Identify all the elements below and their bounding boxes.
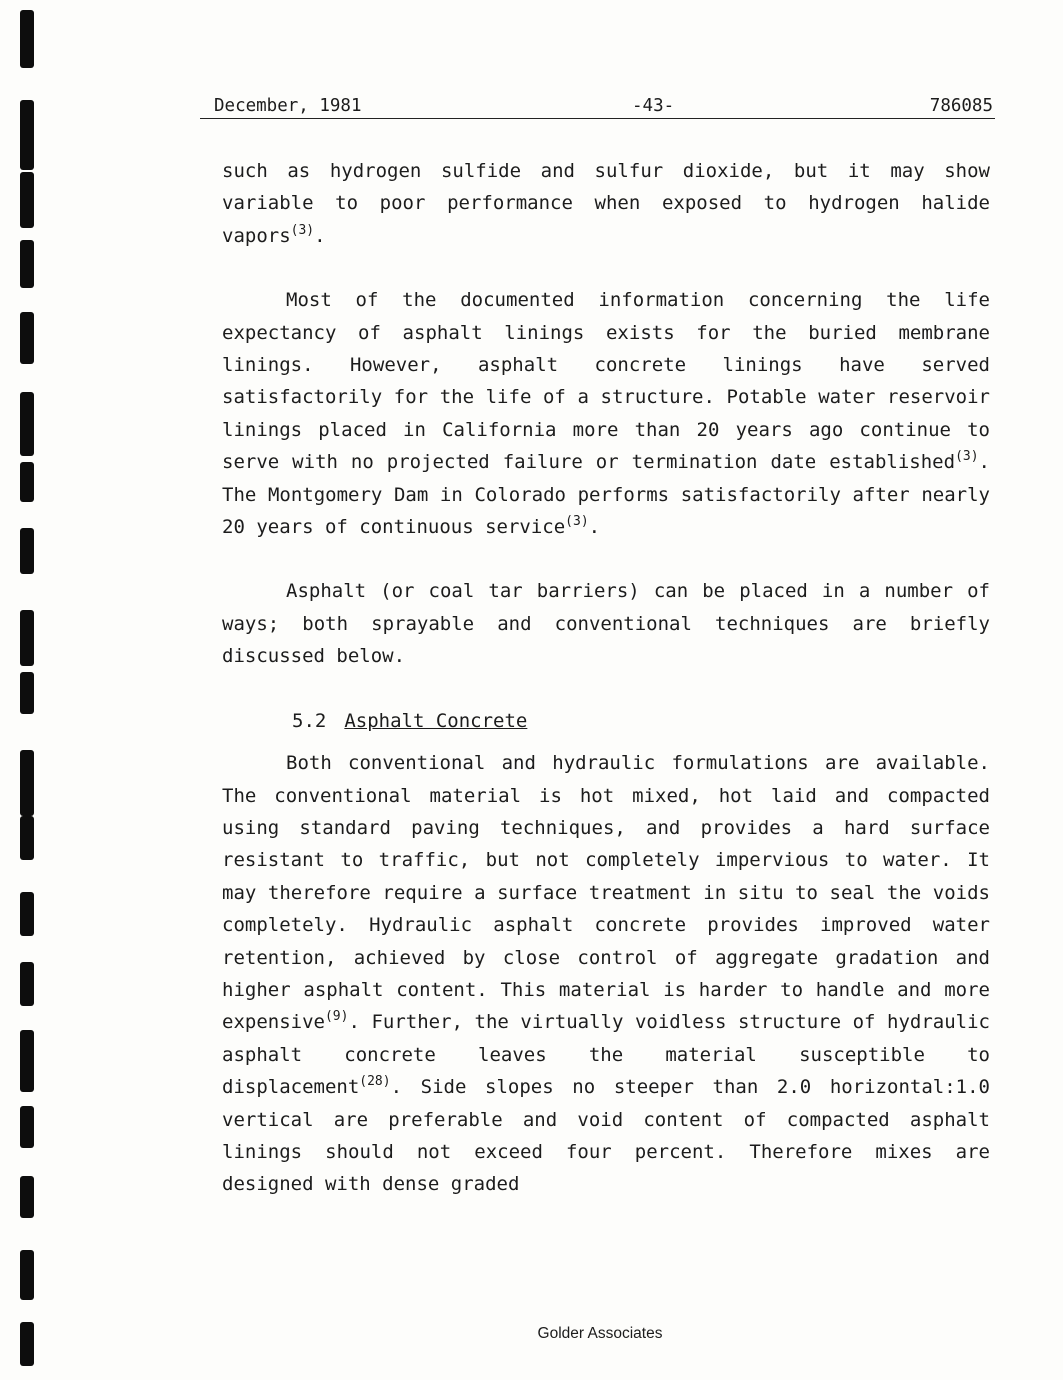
- paragraph-4: [222, 747, 990, 1201]
- paragraph-2-text-c: .: [588, 516, 601, 539]
- section-heading: [222, 705, 990, 737]
- paragraph-3-text: Asphalt (or coal tar barriers) can be placed in a number of ways; both sprayable and conventional techniques are briefly discussed below.: [222, 580, 990, 668]
- citation-ref: (3): [565, 514, 589, 530]
- header-document-number: 786085: [929, 96, 993, 116]
- paragraph-2-text-a: Most of the documented information concerning the life expectancy of asphalt linings exists for the buried membrane linings. However, asphalt concrete linings have served satisfactorily for the life of a structure. Potable water reservoir linings placed in California more than 20 years ago continue to serve with no projected failure or termination date established: [222, 289, 990, 474]
- paragraph-4-text-c: . Side slopes no steeper than 2.0 horizontal:1.0 vertical are preferable and void content of compacted asphalt linings should not exceed four percent. Therefore mixes are designed with dense graded: [222, 1076, 990, 1196]
- paragraph-1-text: such as hydrogen sulfide and sulfur dioxide, but it may show variable to poor performance when exposed to hydrogen halide vapors: [222, 160, 990, 247]
- paragraph-3: [222, 575, 990, 672]
- citation-ref: (9): [324, 1009, 349, 1025]
- binder-hole-marks: [20, 0, 40, 1380]
- paragraph-2-text-b: . The Montgomery Dam in Colorado performs satisfactorily after nearly 20 years of continuous service: [222, 451, 990, 539]
- header-page-number: -43-: [632, 96, 675, 116]
- paragraph-4-text-a: Both conventional and hydraulic formulations are available. The conventional material is hot mixed, hot laid and compacted using standard paving techniques, and provides a hard surface resistant to traffic, but not completely impervious to water. It may therefore require a surface treatment in situ to seal the voids completely. Hydraulic asphalt concrete provides improved water retention, achieved by close control of aggregate gradation and higher asphalt content. This material is harder to handle and more expensive: [222, 752, 990, 1034]
- citation-ref: (3): [290, 222, 315, 238]
- page-footer: [0, 1325, 1063, 1343]
- section-title: Asphalt Concrete: [344, 709, 528, 732]
- citation-ref: (3): [955, 449, 979, 465]
- body-text: [222, 155, 990, 1233]
- header-date: December, 1981: [214, 96, 362, 116]
- paragraph-4-text-b: . Further, the virtually voidless structure of hydraulic asphalt concrete leaves the material susceptible to displacement: [222, 1011, 990, 1099]
- paragraph-1: [222, 155, 990, 252]
- page-header: [200, 94, 995, 119]
- section-number: 5.2: [292, 709, 327, 732]
- paragraph-1-tail: .: [314, 224, 326, 247]
- citation-ref: (28): [359, 1074, 391, 1090]
- paragraph-2: [222, 284, 990, 543]
- footer-company: Golder Associates: [537, 1325, 663, 1342]
